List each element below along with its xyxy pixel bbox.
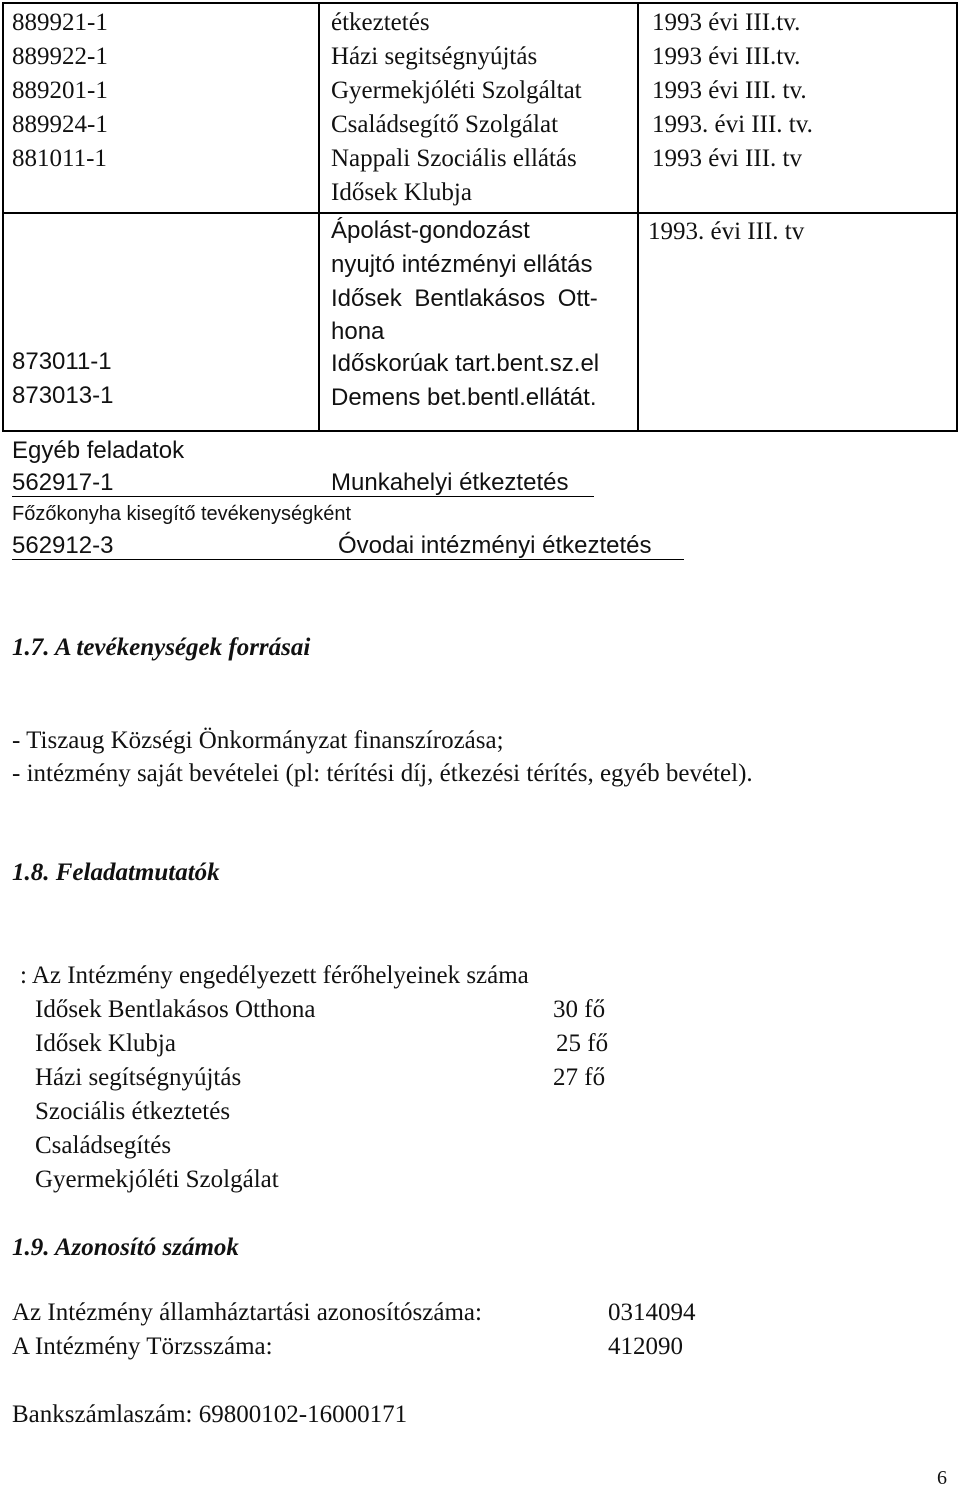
s18-intro: : Az Intézmény engedélyezett férőhelyeinek száma: [20, 962, 529, 989]
row-5-law: 1993 évi III. tv: [652, 145, 802, 172]
row-5-activity: Nappali Szociális ellátás: [331, 145, 577, 172]
row-5-activity-line2: Idősek Klubja: [331, 179, 472, 206]
table-row-separator: [2, 212, 958, 214]
s18-item-6-label: Gyermekjóléti Szolgálat: [35, 1166, 279, 1193]
table-border-left: [2, 2, 4, 432]
table-border-top: [2, 2, 958, 4]
row-2-code: 889922-1: [12, 43, 108, 70]
row-2-activity: Házi segitségnyújtás: [331, 43, 538, 70]
big-row-line-3: Idősek Bentlakásos Ott-: [331, 285, 598, 312]
s18-item-2-label: Idősek Klubja: [35, 1030, 176, 1057]
s19-ah-value: 0314094: [608, 1299, 696, 1326]
big-row-code-2: 873013-1: [12, 382, 114, 409]
s18-item-3-label: Házi segítségnyújtás: [35, 1064, 242, 1091]
row-4-activity: Családsegítő Szolgálat: [331, 111, 559, 138]
big-row-line-2: nyujtó intézményi ellátás: [331, 251, 593, 278]
row-1-activity: étkeztetés: [331, 9, 430, 36]
row-5-code: 881011-1: [12, 145, 107, 172]
page-number: 6: [937, 1467, 947, 1489]
section-1-7-heading: 1.7. A tevékenységek forrásai: [12, 634, 311, 661]
other-note: Főzőkonyha kisegítő tevékenységként: [12, 503, 352, 525]
big-row-line-1: Ápolást-gondozást: [331, 217, 530, 244]
big-row-line-4: hona: [331, 318, 385, 345]
big-row-line-5: Időskorúak tart.bent.sz.el: [331, 350, 600, 377]
s18-item-2-value: 25 fő: [556, 1030, 609, 1057]
s19-bank: Bankszámlaszám: 69800102-16000171: [12, 1401, 408, 1428]
table-border-right: [956, 2, 958, 432]
other-code-2: 562912-3: [12, 532, 114, 559]
s18-item-4-label: Szociális étkeztetés: [35, 1098, 231, 1125]
other-underline-2: [12, 559, 684, 560]
table-border-bottom: [2, 430, 958, 432]
s18-item-1-label: Idősek Bentlakásos Otthona: [35, 996, 316, 1023]
other-label-1: Munkahelyi étkeztetés: [331, 469, 569, 496]
row-2-law: 1993 évi III.tv.: [652, 43, 801, 70]
big-row-code-1: 873011-1: [12, 348, 112, 375]
row-1-code: 889921-1: [12, 9, 108, 36]
table-col-divider-2: [637, 2, 639, 432]
s18-item-1-value: 30 fő: [553, 996, 606, 1023]
s19-tsz-value: 412090: [608, 1333, 683, 1360]
s18-item-3-value: 27 fő: [553, 1064, 606, 1091]
s19-ah-label: Az Intézmény államháztartási azonosítószáma:: [12, 1299, 482, 1326]
row-1-law: 1993 évi III.tv.: [652, 9, 801, 36]
other-label-2: Óvodai intézményi étkeztetés: [338, 532, 652, 559]
big-row-law: 1993. évi III. tv: [648, 218, 805, 245]
row-4-law: 1993. évi III. tv.: [652, 111, 813, 138]
row-3-activity: Gyermekjóléti Szolgáltat: [331, 77, 582, 104]
other-code-1: 562917-1: [12, 469, 114, 496]
section-1-9-heading: 1.9. Azonosító számok: [12, 1234, 239, 1261]
big-row-line-6: Demens bet.bentl.ellátát.: [331, 384, 597, 411]
row-3-law: 1993 évi III. tv.: [652, 77, 807, 104]
s17-item-1: - Tiszaug Községi Önkormányzat finanszírozása;: [12, 727, 504, 754]
s18-item-5-label: Családsegítés: [35, 1132, 172, 1159]
other-underline-1: [12, 496, 594, 497]
row-3-code: 889201-1: [12, 77, 108, 104]
s17-item-2: - intézmény saját bevételei (pl: térítési díj, étkezési térítés, egyéb bevétel).: [12, 760, 753, 787]
row-4-code: 889924-1: [12, 111, 108, 138]
other-heading: Egyéb feladatok: [12, 437, 185, 464]
table-col-divider-1: [318, 2, 320, 432]
s19-tsz-label: A Intézmény Törzsszáma:: [12, 1333, 273, 1360]
section-1-8-heading: 1.8. Feladatmutatók: [12, 859, 220, 886]
